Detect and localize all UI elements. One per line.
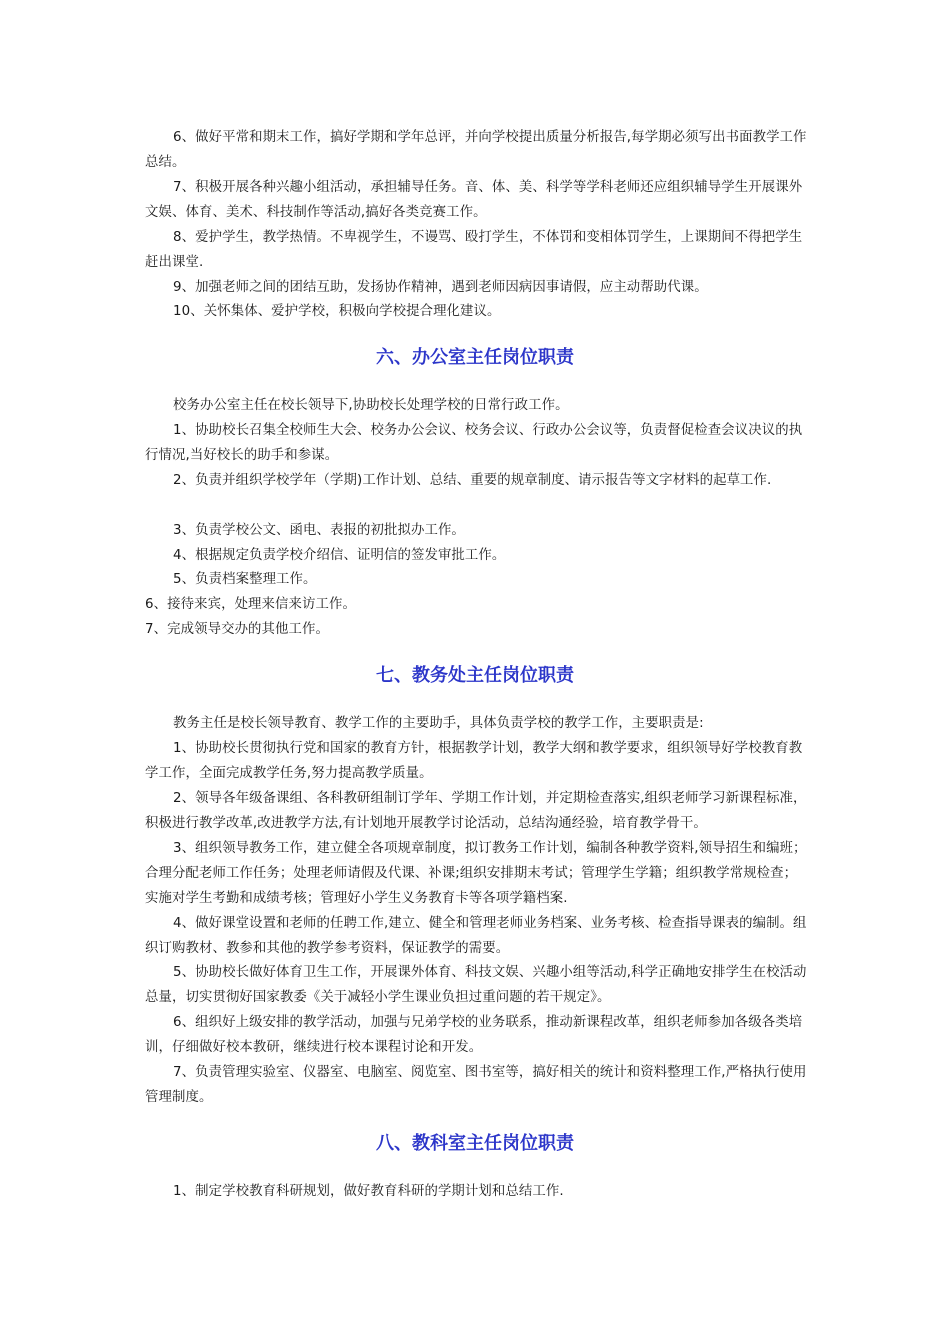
paragraph-s5-item-7: 7、积极开展各种兴趣小组活动，承担辅导任务。音、体、美、科学等学科老师还应组织辅导学生开展课外文娱、体育、美术、科技制作等活动,搞好各类竞赛工作。 — [145, 180, 803, 220]
section-heading-7: 七、教务处主任岗位职责 — [376, 665, 574, 686]
paragraph-s7-item-3: 3、组织领导教务工作，建立健全各项规章制度，拟订教务工作计划，编制各种教学资料,领导招生和编班；合理分配老师工作任务；处理老师请假及代课、补课;组织安排期末考试；管理学生学籍；组织教学常规检查；实施对学生考勤和成绩考核；管理好小学生义务教育卡等各项学籍档案. — [145, 841, 807, 906]
paragraph-s5-item-9: 9、加强老师之间的团结互助，发扬协作精神，遇到老师因病因事请假，应主动帮助代课。 — [173, 280, 708, 295]
section-heading-8: 八、教科室主任岗位职责 — [376, 1133, 574, 1154]
paragraph-s6-item-2: 2、负责并组织学校学年（学期)工作计划、总结、重要的规章制度、请示报告等文字材料的起草工作. — [173, 473, 772, 488]
paragraph-s7-item-1: 1、协助校长贯彻执行党和国家的教育方针，根据教学计划，教学大纲和教学要求，组织领导好学校教育教学工作，全面完成教学任务,努力提高教学质量。 — [145, 741, 803, 781]
paragraph-s7-item-2: 2、领导各年级备课组、各科教研组制订学年、学期工作计划，并定期检查落实,组织老师学习新课程标准，积极进行教学改革,改进教学方法,有计划地开展教学讨论活动，总结沟通经验，培育教学骨干。 — [145, 791, 807, 831]
paragraph-s7-item-5: 5、协助校长做好体育卫生工作，开展课外体育、科技文娱、兴趣小组等活动,科学正确地安排学生在校活动总量，切实贯彻好国家教委《关于减轻小学生课业负担过重问题的若干规定》。 — [145, 965, 807, 1005]
paragraph-s6-item-1: 1、协助校长召集全校师生大会、校务办公会议、校务会议、行政办公会议等，负责督促检查会议决议的执行情况,当好校长的助手和参谋。 — [145, 423, 803, 463]
section-heading-6: 六、办公室主任岗位职责 — [376, 347, 574, 368]
paragraph-s6-item-5: 5、负责档案整理工作。 — [173, 572, 317, 587]
paragraph-s7-intro: 教务主任是校长领导教育、教学工作的主要助手，具体负责学校的教学工作，主要职责是: — [173, 716, 704, 731]
paragraph-s6-item-7: 7、完成领导交办的其他工作。 — [145, 622, 329, 637]
paragraph-s7-item-6: 6、组织好上级安排的教学活动，加强与兄弟学校的业务联系，推动新课程改革，组织老师参加各级各类培训，仔细做好校本教研，继续进行校本课程讨论和开发。 — [145, 1015, 803, 1055]
paragraph-s5-item-6: 6、做好平常和期末工作，搞好学期和学年总评，并向学校提出质量分析报告,每学期必须写出书面教学工作总结。 — [145, 130, 807, 170]
paragraph-s6-intro: 校务办公室主任在校长领导下,协助校长处理学校的日常行政工作。 — [173, 398, 569, 413]
paragraph-s5-item-10: 10、关怀集体、爱护学校，积极向学校提合理化建议。 — [173, 304, 501, 319]
paragraph-s6-item-6: 6、接待来宾，处理来信来访工作。 — [145, 597, 356, 612]
paragraph-s5-item-8: 8、爱护学生，教学热情。不卑视学生，不谩骂、殴打学生，不体罚和变相体罚学生，上课期间不得把学生赶出课堂. — [145, 230, 803, 270]
paragraph-s7-item-7: 7、负责管理实验室、仪器室、电脑室、阅览室、图书室等，搞好相关的统计和资料整理工作,严格执行使用管理制度。 — [145, 1065, 807, 1105]
paragraph-s7-item-4: 4、做好课堂设置和老师的任聘工作,建立、健全和管理老师业务档案、业务考核、检查指导课表的编制。组织订购教材、教参和其他的教学参考资料，保证教学的需要。 — [145, 916, 807, 956]
paragraph-s8-item-1: 1、制定学校教育科研规划，做好教育科研的学期计划和总结工作. — [173, 1184, 564, 1199]
paragraph-s6-item-4: 4、根据规定负责学校介绍信、证明信的签发审批工作。 — [173, 548, 506, 563]
paragraph-s6-item-3: 3、负责学校公文、函电、表报的初批拟办工作。 — [173, 523, 465, 538]
